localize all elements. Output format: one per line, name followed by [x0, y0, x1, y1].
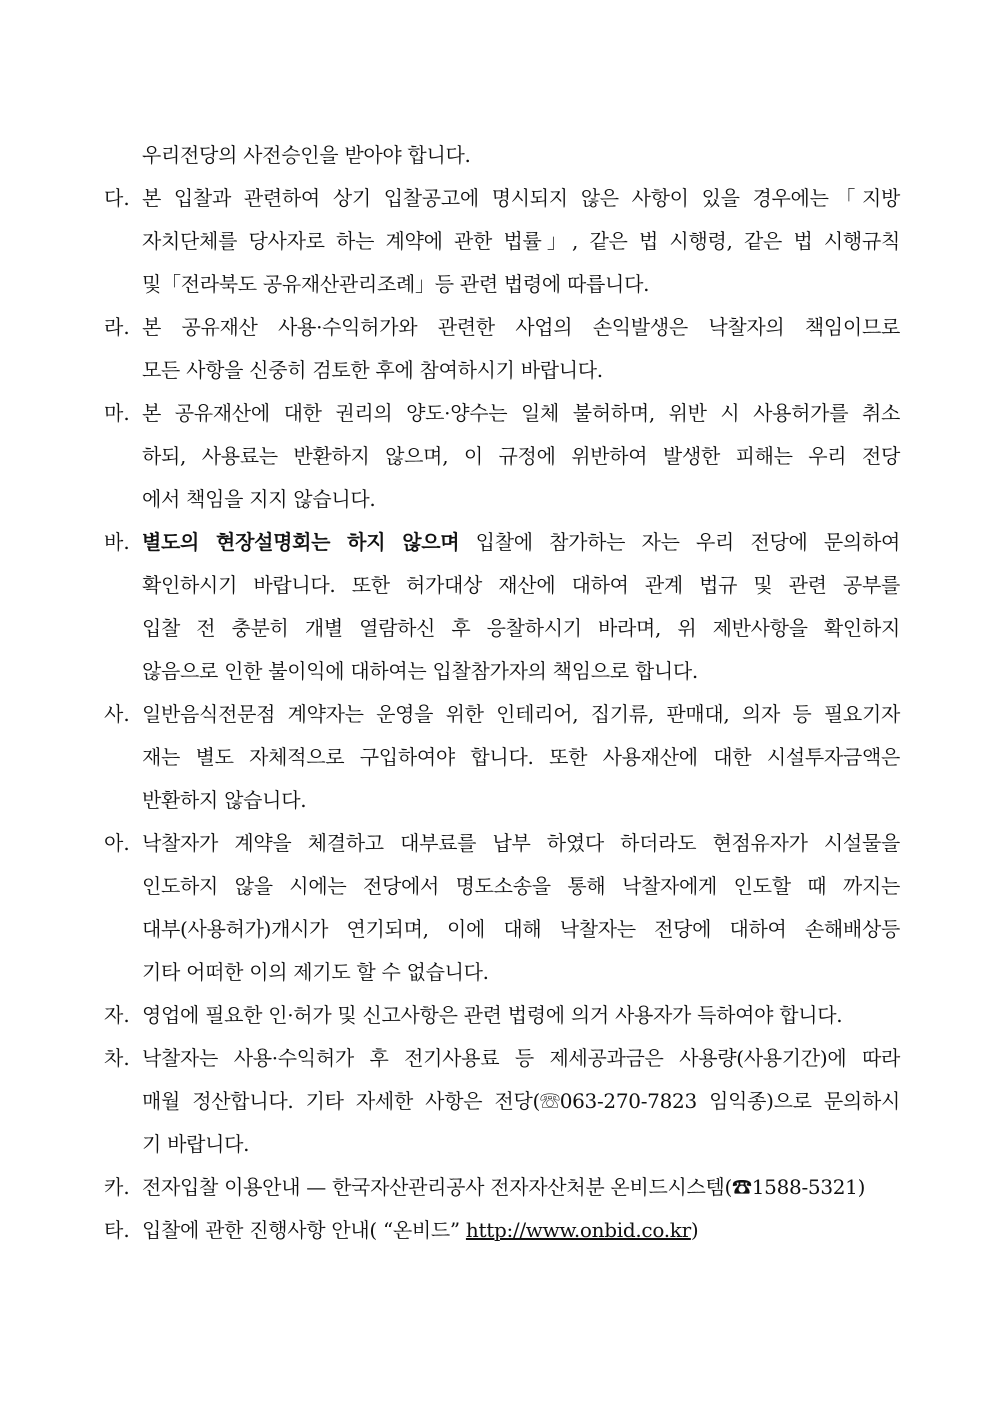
item-line-with-link	[142, 1209, 900, 1252]
item-marker: 차.	[104, 1046, 130, 1070]
item-marker: 카.	[104, 1175, 130, 1199]
item-da	[104, 177, 900, 306]
onbid-link[interactable]: http://www.onbid.co.kr	[465, 1218, 691, 1242]
item-cha	[104, 1037, 900, 1166]
item-line: 모든 사항을 신중히 검토한 후에 참여하시기 바랍니다.	[142, 358, 603, 382]
item-text: 입찰에 관한 진행사항 안내( “온비드”	[142, 1218, 466, 1242]
item-line: 에서 책임을 지지 않습니다.	[142, 487, 376, 511]
item-text-end: )	[690, 1218, 699, 1242]
item-line: 입찰 전 충분히 개별 열람하신 후 응찰하시기 바라며, 위 제반사항을 확인하지	[142, 616, 900, 640]
item-ba	[104, 521, 900, 693]
item-line: 영업에 필요한 인·허가 및 신고사항은 관련 법령에 의거 사용자가 득하여야 합니다.	[142, 1003, 843, 1027]
item-marker: 마.	[104, 401, 130, 425]
item-ka	[104, 1166, 900, 1209]
item-marker: 바.	[104, 530, 130, 554]
item-line: 본 입찰과 관련하여 상기 입찰공고에 명시되지 않은 사항이 있을 경우에는「지방	[142, 186, 900, 210]
item-marker: 타.	[104, 1218, 130, 1242]
item-marker: 아.	[104, 831, 130, 855]
item-line: 않음으로 인한 불이익에 대하여는 입찰참가자의 책임으로 합니다.	[142, 659, 698, 683]
item-line: 인도하지 않을 시에는 전당에서 명도소송을 통해 낙찰자에게 인도할 때 까지는	[142, 874, 900, 898]
item-line: 자치단체를 당사자로 하는 계약에 관한 법률」, 같은 법 시행령, 같은 법 시행규칙	[142, 229, 900, 253]
item-line: 하되, 사용료는 반환하지 않으며, 이 규정에 위반하여 발생한 피해는 우리 전당	[142, 444, 900, 468]
item-ra	[104, 306, 900, 392]
item-marker: 사.	[104, 702, 130, 726]
item-marker: 라.	[104, 315, 130, 339]
item-line: 기타 어떠한 이의 제기도 할 수 없습니다.	[142, 960, 489, 984]
item-marker: 자.	[104, 1003, 130, 1027]
item-line: 재는 별도 자체적으로 구입하여야 합니다. 또한 사용재산에 대한 시설투자금액은	[142, 745, 900, 769]
item-line: 확인하시기 바랍니다. 또한 허가대상 재산에 대하여 관계 법규 및 관련 공부를	[142, 573, 900, 597]
item-marker: 다.	[104, 186, 130, 210]
item-line: 및「전라북도 공유재산관리조례」등 관련 법령에 따릅니다.	[142, 272, 650, 296]
emphasis-text: 별도의 현장설명회는 하지 않으며	[142, 530, 460, 554]
item-line: 전자입찰 이용안내 — 한국자산관리공사 전자자산처분 온비드시스템(☎1588-5321)	[142, 1175, 866, 1199]
item-sa	[104, 693, 900, 822]
continuation-line-1: 우리전당의 사전승인을 받아야 합니다.	[142, 143, 471, 167]
continuation-paragraph	[104, 134, 900, 177]
item-line: 대부(사용허가)개시가 연기되며, 이에 대해 낙찰자는 전당에 대하여 손해배상등	[142, 917, 900, 941]
item-a	[104, 822, 900, 994]
item-ja	[104, 994, 900, 1037]
item-line-first	[142, 521, 900, 564]
item-line-rest: 입찰에 참가하는 자는 우리 전당에 문의하여	[459, 530, 900, 554]
item-ma	[104, 392, 900, 521]
item-ta	[104, 1209, 900, 1252]
item-line: 매월 정산합니다. 기타 자세한 사항은 전당(☏063-270-7823 임익종)으로 문의하시	[142, 1089, 900, 1113]
item-line: 기 바랍니다.	[142, 1132, 250, 1156]
item-line: 본 공유재산에 대한 권리의 양도·양수는 일체 불허하며, 위반 시 사용허가를 취소	[142, 401, 900, 425]
item-line: 낙찰자는 사용·수익허가 후 전기사용료 등 제세공과금은 사용량(사용기간)에 따라	[142, 1046, 900, 1070]
item-line: 반환하지 않습니다.	[142, 788, 307, 812]
item-line: 본 공유재산 사용·수익허가와 관련한 사업의 손익발생은 낙찰자의 책임이므로	[142, 315, 900, 339]
item-line: 일반음식전문점 계약자는 운영을 위한 인테리어, 집기류, 판매대, 의자 등 필요기자	[142, 702, 900, 726]
item-line: 낙찰자가 계약을 체결하고 대부료를 납부 하였다 하더라도 현점유자가 시설물을	[142, 831, 900, 855]
document-body	[104, 134, 900, 1252]
